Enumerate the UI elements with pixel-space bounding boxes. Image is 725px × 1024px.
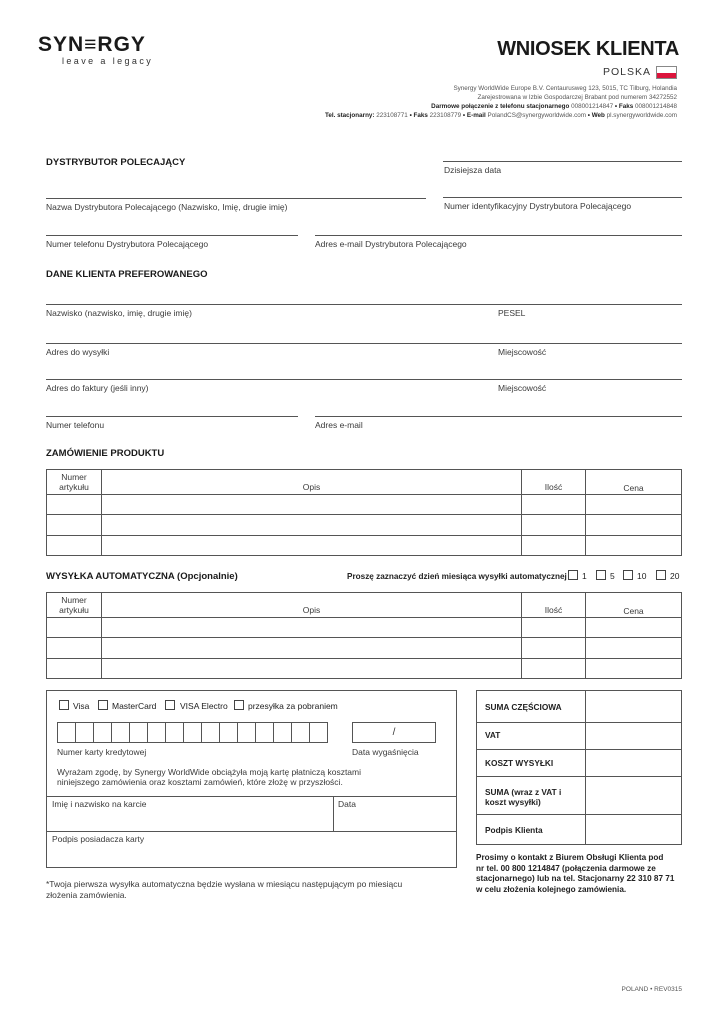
visa-electro-checkbox[interactable] — [165, 700, 175, 710]
order-col-item: Numer artykułu — [59, 472, 89, 492]
distributor-name-label: Nazwa Dystrybutora Polecającego (Nazwisko, Imię, drugie imię) — [46, 202, 288, 212]
date-field[interactable] — [443, 161, 682, 162]
section-heading-autoship: WYSYŁKA AUTOMATYCZNA (Opcjonalnie) — [46, 571, 238, 582]
shipping-city-label: Miejscowość — [498, 347, 547, 357]
distributor-name-field[interactable] — [46, 198, 426, 199]
company-registration: Zarejestrowana w Izbie Gospodarczej Brabant pod numerem 34272552 — [477, 94, 677, 101]
contact-note-line2: nr tel. 00 800 1214847 (połączenia darmowe ze — [476, 863, 656, 873]
autoship-day-1-checkbox[interactable] — [568, 570, 578, 580]
consent-text-line2: niniejszego zamówienia oraz kosztami zamówień, które złożę w przyszłości. — [57, 777, 343, 787]
invoice-city-label: Miejscowość — [498, 383, 547, 393]
logo-tagline: leave a legacy — [62, 56, 154, 66]
card-number-input[interactable] — [57, 722, 328, 743]
autoship-day-10-label: 10 — [637, 571, 647, 581]
customer-signature-label: Podpis Klienta — [485, 825, 543, 835]
visa-electro-label: VISA Electro — [180, 701, 228, 711]
distributor-id-field[interactable] — [443, 197, 682, 198]
subtotal-field[interactable] — [586, 691, 681, 722]
totals-table — [476, 690, 682, 845]
section-heading-customer: DANE KLIENTA PREFEROWANEGO — [46, 269, 208, 280]
customer-name-field[interactable] — [46, 304, 682, 305]
customer-name-label: Nazwisko (nazwisko, imię, drugie imię) — [46, 308, 192, 318]
country-label: POLSKA — [602, 66, 651, 78]
cash-on-delivery-label: przesyłka za pobraniem — [248, 701, 338, 711]
vat-label: VAT — [485, 730, 501, 740]
order-col-price: Cena — [623, 483, 644, 493]
form-revision-code: POLAND • REV0315 — [621, 986, 682, 993]
vat-field[interactable] — [586, 723, 681, 749]
total-label-line1: SUMA (wraz z VAT i — [485, 787, 562, 797]
distributor-phone-field[interactable] — [46, 235, 298, 236]
table-row[interactable] — [47, 515, 681, 535]
table-row[interactable] — [47, 495, 681, 514]
company-info — [325, 84, 677, 120]
synergy-logo — [38, 34, 153, 67]
card-signature-field[interactable] — [47, 832, 456, 867]
invoice-address-label: Adres do faktury (jeśli inny) — [46, 383, 149, 393]
customer-email-label: Adres e-mail — [315, 420, 363, 430]
order-col-desc: Opis — [302, 482, 321, 492]
expiry-date-input[interactable] — [352, 722, 436, 743]
autoship-footnote-line2: złożenia zamówienia. — [46, 890, 127, 900]
cardholder-name-field[interactable] — [47, 797, 332, 831]
autoship-day-prompt: Proszę zaznaczyć dzień miesiąca wysyłki automatycznej — [347, 572, 567, 581]
payment-date-field[interactable] — [334, 797, 456, 831]
card-signature-label: Podpis posiadacza karty — [52, 834, 145, 844]
autoship-day-10-checkbox[interactable] — [623, 570, 633, 580]
payment-date-label: Data — [338, 799, 356, 809]
order-col-qty: Ilość — [544, 482, 563, 492]
mastercard-checkbox[interactable] — [98, 700, 108, 710]
distributor-email-field[interactable] — [315, 235, 682, 236]
visa-checkbox[interactable] — [59, 700, 69, 710]
shipping-cost-field[interactable] — [586, 750, 681, 776]
table-row[interactable] — [47, 638, 681, 658]
autoship-day-1-label: 1 — [582, 571, 587, 581]
autoship-day-20-label: 20 — [670, 571, 680, 581]
shipping-cost-label: KOSZT WYSYŁKI — [485, 758, 554, 768]
total-field[interactable] — [586, 777, 681, 814]
distributor-id-label: Numer identyfikacyjny Dystrybutora Polecającego — [444, 201, 632, 211]
contact-note-line1: Prosimy o kontakt z Biurem Obsługi Klienta pod — [476, 853, 664, 862]
company-address: Synergy WorldWide Europe B.V. Centaurusweg 123, 5015, TC Tilburg, Holandia — [453, 85, 677, 92]
shipping-address-label: Adres do wysyłki — [46, 347, 110, 357]
contact-note-line3: stacjonarnego) lub na tel. Stacjonarny 22 310 87 71 — [476, 874, 675, 883]
invoice-address-field[interactable] — [46, 379, 682, 380]
mastercard-label: MasterCard — [112, 701, 157, 711]
page-title: WNIOSEK KLIENTA — [497, 38, 679, 60]
subtotal-label: SUMA CZĘŚCIOWA — [485, 702, 562, 712]
autoship-day-20-checkbox[interactable] — [656, 570, 666, 580]
contact-note-line4: w celu złożenia kolejnego zamówienia. — [476, 884, 627, 894]
section-heading-distributor: DYSTRYBUTOR POLECAJĄCY — [46, 157, 186, 168]
expiry-date-label: Data wygaśnięcia — [352, 747, 419, 757]
table-row[interactable] — [47, 618, 681, 637]
autoship-day-5-label: 5 — [610, 571, 615, 581]
payment-box — [46, 690, 457, 868]
autoship-footnote-line1: *Twoja pierwsza wysyłka automatyczna będzie wysłana w miesiącu następującym po miesiącu — [46, 879, 403, 889]
autoship-col-desc: Opis — [302, 605, 321, 615]
date-label: Dzisiejsza data — [444, 165, 502, 175]
expiry-slash: / — [392, 727, 396, 738]
total-label-line2: koszt wysyłki) — [485, 797, 541, 807]
distributor-phone-label: Numer telefonu Dystrybutora Polecającego — [46, 239, 209, 249]
autoship-col-price: Cena — [623, 606, 644, 616]
customer-phone-label: Numer telefonu — [46, 420, 105, 430]
autoship-col-qty: Ilość — [544, 605, 563, 615]
company-phone-line: Darmowe połączenie z telefonu stacjonarnego 008001214847 • Faks 008001214848 — [431, 103, 677, 110]
autoship-table — [46, 592, 682, 679]
autoship-day-5-checkbox[interactable] — [596, 570, 606, 580]
customer-phone-field[interactable] — [46, 416, 298, 417]
cash-on-delivery-checkbox[interactable] — [234, 700, 244, 710]
consent-text-line1: Wyrażam zgodę, by Synergy WorldWide obciążyła moją kartę płatniczą kosztami — [57, 767, 361, 777]
cardholder-name-label: Imię i nazwisko na karcie — [52, 799, 147, 809]
customer-email-field[interactable] — [315, 416, 682, 417]
logo-wordmark: SYN≡RGY — [38, 33, 146, 56]
visa-label: Visa — [73, 701, 90, 711]
table-row[interactable] — [47, 659, 681, 678]
card-number-label: Numer karty kredytowej — [57, 747, 147, 757]
autoship-col-item: Numer artykułu — [59, 595, 89, 615]
shipping-address-field[interactable] — [46, 343, 682, 344]
poland-flag-icon — [656, 66, 677, 79]
contact-note — [476, 853, 674, 895]
pesel-label: PESEL — [498, 308, 526, 318]
table-row[interactable] — [47, 536, 681, 555]
section-heading-order: ZAMÓWIENIE PRODUKTU — [46, 448, 165, 459]
distributor-email-label: Adres e-mail Dystrybutora Polecającego — [315, 239, 467, 249]
order-table — [46, 469, 682, 556]
customer-signature-field[interactable] — [586, 815, 681, 844]
company-contact-line: Tel. stacjonarny: 223108771 • Faks 223108779 • E-mail PolandCS@synergyworldwide.com • Web pl.synergyworldwide.com — [324, 112, 677, 119]
